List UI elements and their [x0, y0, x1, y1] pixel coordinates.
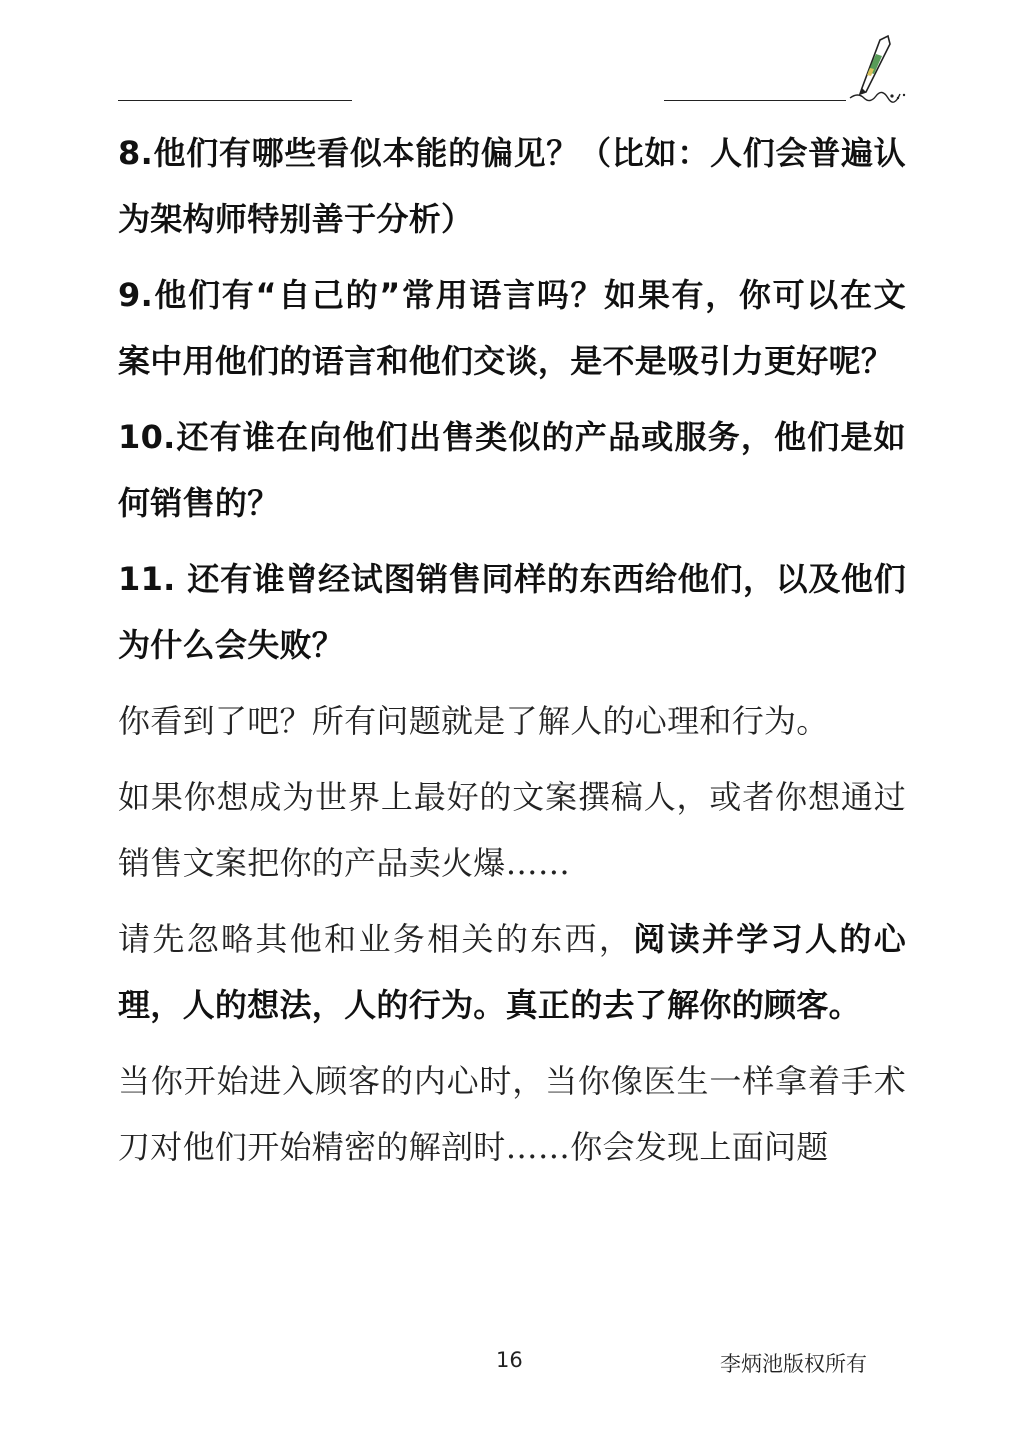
paragraph-summary: 你看到了吧？所有问题就是了解人的心理和行为。	[118, 702, 829, 740]
question-10: 10.还有谁在向他们出售类似的产品或服务，他们是如何销售的？	[118, 418, 906, 522]
advice-regular-text: 请先忽略其他和业务相关的东西，	[118, 920, 634, 958]
header-rule-left	[118, 100, 352, 101]
header-rule-right	[664, 100, 846, 101]
question-8: 8.他们有哪些看似本能的偏见？（比如：人们会普遍认为架构师特别善于分析）	[118, 134, 906, 238]
paragraph-best-copywriter: 如果你想成为世界上最好的文案撰稿人，或者你想通过销售文案把你的产品卖火爆……	[118, 778, 906, 882]
paragraph-advice	[118, 906, 906, 1038]
advice-bold-text: 阅读并学习人的心理，人的想法，人的行为。真正的去了解你的顾客。	[118, 920, 906, 1024]
copyright-notice: 李炳池版权所有	[720, 1352, 867, 1376]
pen-ink-logo-icon	[840, 34, 912, 106]
document-body	[118, 120, 906, 1190]
question-11: 11. 还有谁曾经试图销售同样的东西给他们，以及他们为什么会失败？	[118, 560, 906, 664]
question-9: 9.他们有“自己的”常用语言吗？如果有，你可以在文案中用他们的语言和他们交谈，是不是吸引力更好呢？	[118, 276, 906, 380]
page-number: 16	[496, 1348, 523, 1372]
paragraph-doctor-analogy: 当你开始进入顾客的内心时，当你像医生一样拿着手术刀对他们开始精密的解剖时……你会发现上面问题	[118, 1062, 906, 1166]
